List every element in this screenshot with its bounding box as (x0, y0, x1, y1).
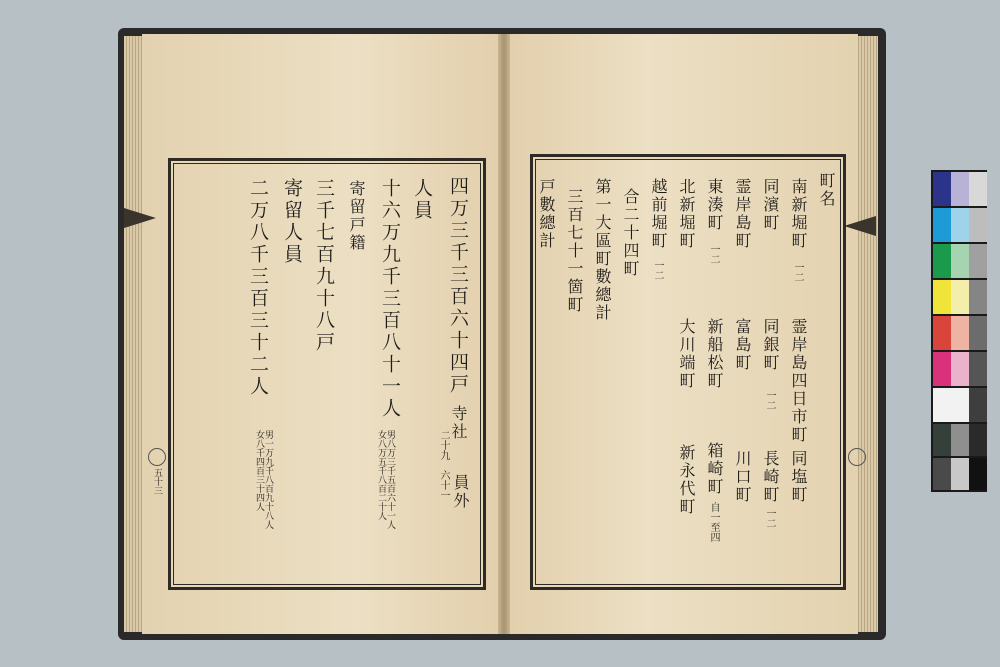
right-binding-ring-icon (848, 448, 866, 466)
swatch-light-magenta (951, 352, 969, 386)
population-total: 十六万九千三百八十一人 (379, 178, 401, 420)
swatch-cyan (933, 208, 951, 242)
town-dou-shirogane: 同銀町 (761, 318, 780, 372)
book-gutter (498, 34, 510, 634)
color-calibration-chart (931, 170, 987, 492)
town-kawaguchi: 川口町 (733, 450, 752, 504)
town-count-subtotal: 合二十四町 (621, 188, 640, 278)
district-town-count-total: 三百七十一箇町 (565, 188, 584, 314)
temples-shrines-label: 寺社 (449, 405, 468, 441)
temples-shrines-note: 二十九 六十一 (438, 430, 449, 500)
town-higashi-minato-note: 一二 (708, 244, 719, 264)
registered-persons-breakdown: 男一万九千八百九十八人 女八千四百三十四人 (254, 430, 273, 529)
swatch-gray-5 (969, 316, 987, 350)
swatch-charcoal (933, 458, 951, 490)
town-reiganjima: 霊岸島町 (733, 178, 752, 250)
swatch-red (933, 316, 951, 350)
swatch-silver (951, 458, 969, 490)
swatch-magenta (933, 352, 951, 386)
swatch-lavender (951, 172, 969, 206)
swatch-light-red (951, 316, 969, 350)
extra-members-label: 員外 (451, 474, 470, 510)
town-nagasaki-note: 一二 (764, 508, 775, 528)
left-binding-ring-icon (148, 448, 166, 466)
town-hakozaki: 箱崎町 (705, 442, 724, 496)
swatch-light-gray (969, 172, 987, 206)
registered-persons-total: 二万八千三百三十二人 (247, 178, 269, 398)
town-dou-hama: 同濱町 (761, 178, 780, 232)
town-names-header: 町名 (817, 172, 836, 208)
town-nagasaki: 長崎町 (761, 450, 780, 504)
town-kita-shinbori: 北新堀町 (677, 178, 696, 250)
swatch-gray-3 (969, 244, 987, 278)
town-hakozaki-note: 自一至四 (708, 502, 719, 542)
swatch-white (933, 388, 951, 422)
page-edges-right (856, 36, 878, 632)
households-total: 四万三千三百六十四戸 (447, 176, 469, 396)
swatch-light-cyan (951, 208, 969, 242)
swatch-gray-2 (969, 208, 987, 242)
swatch-light-yellow (951, 280, 969, 314)
registered-persons-heading: 寄留人員 (281, 178, 303, 266)
households-total-heading: 戸數總計 (537, 178, 556, 250)
swatch-mid-gray (951, 424, 969, 456)
town-shin-eitai: 新永代町 (677, 444, 696, 516)
swatch-gray-8 (969, 424, 987, 456)
swatch-blue (933, 172, 951, 206)
town-dou-shio: 同塩町 (789, 450, 808, 504)
swatch-black (969, 458, 987, 490)
swatch-light-green (951, 244, 969, 278)
town-dou-shirogane-note: 一二 (764, 390, 775, 410)
town-tomishima: 富島町 (733, 318, 752, 372)
bleed-through-text (812, 80, 838, 128)
town-reiganjima-yokkaichi: 霊岸島四日市町 (789, 318, 808, 444)
town-higashi-minato: 東湊町 (705, 178, 724, 232)
registered-households-heading: 寄留戸籍 (347, 180, 366, 252)
town-echizenbori-note: 一二 (652, 260, 663, 280)
town-minami-shinbori: 南新堀町 (789, 178, 808, 250)
swatch-gray-4 (969, 280, 987, 314)
population-breakdown: 男八万三千五百六十一人 女八万五千八百二十人 (376, 430, 395, 529)
swatch-dark-green (933, 424, 951, 456)
page-number: 五十三 (152, 468, 162, 495)
swatch-green (933, 244, 951, 278)
registered-households-total: 三千七百九十八戸 (313, 178, 335, 354)
swatch-yellow (933, 280, 951, 314)
swatch-gray-7 (969, 388, 987, 422)
town-shin-funamatsu: 新船松町 (705, 318, 724, 390)
town-minami-shinbori-note: 一二 (792, 262, 803, 282)
population-heading: 人員 (411, 178, 433, 222)
district-town-count-heading: 第一大區町數總計 (593, 178, 612, 322)
town-echizenbori: 越前堀町 (649, 178, 668, 250)
town-okawabata: 大川端町 (677, 318, 696, 390)
swatch-white-2 (951, 388, 969, 422)
swatch-gray-6 (969, 352, 987, 386)
